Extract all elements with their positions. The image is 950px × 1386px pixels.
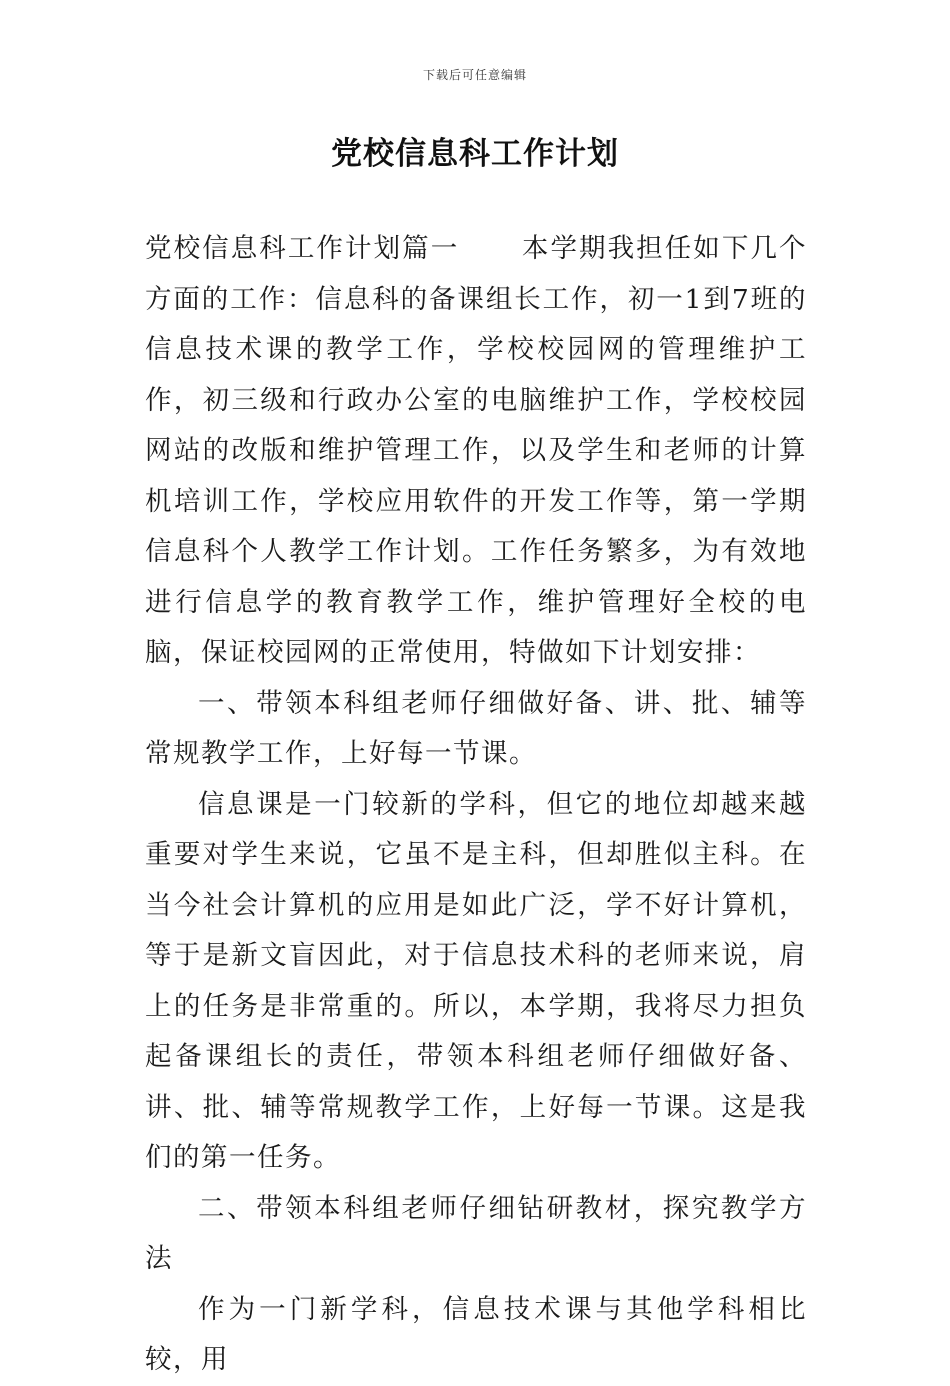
- document-title: 党校信息科工作计划: [331, 136, 619, 172]
- paragraph-intro-lead: 党校信息科工作计划篇一: [145, 233, 460, 264]
- document-body: [145, 224, 807, 1386]
- paragraph-intro-body: 本学期我担任如下几个方面的工作：信息科的备课组长工作，初一1到7班的信息技术课的教学工作，学校校园网的管理维护工作，初三级和行政办公室的电脑维护工作，学校校园网站的改版和维护管理工作，以及学生和老师的计算机培训工作，学校应用软件的开发工作等，第一学期信息科个人教学工作计划。工作任务繁多，为有效地进行信息学的教育教学工作，维护管理好全校的电脑，保证校园网的正常使用，特做如下计划安排：: [145, 233, 808, 668]
- paragraph-section-two-heading: 二、带领本科组老师仔细钻研教材，探究教学方法: [145, 1192, 807, 1274]
- paragraph-section-one-heading: 一、带领本科组老师仔细做好备、讲、批、辅等常规教学工作，上好每一节课。: [145, 687, 807, 769]
- paragraph-intro: [145, 224, 807, 679]
- paragraph-section-two-body: 作为一门新学科，信息技术课与其他学科相比较，用: [145, 1293, 807, 1375]
- paragraph-section-one-body: 信息课是一门较新的学科，但它的地位却越来越重要对学生来说，它虽不是主科，但却胜似主科。在当今社会计算机的应用是如此广泛，学不好计算机，等于是新文盲因此，对于信息技术科的老师来说，肩上的任务是非常重的。所以，本学期，我将尽力担负起备课组长的责任，带领本科组老师仔细做好备、讲、批、辅等常规教学工作，上好每一节课。这是我们的第一任务。: [145, 788, 807, 1173]
- header-note: 下载后可任意编辑: [422, 68, 527, 82]
